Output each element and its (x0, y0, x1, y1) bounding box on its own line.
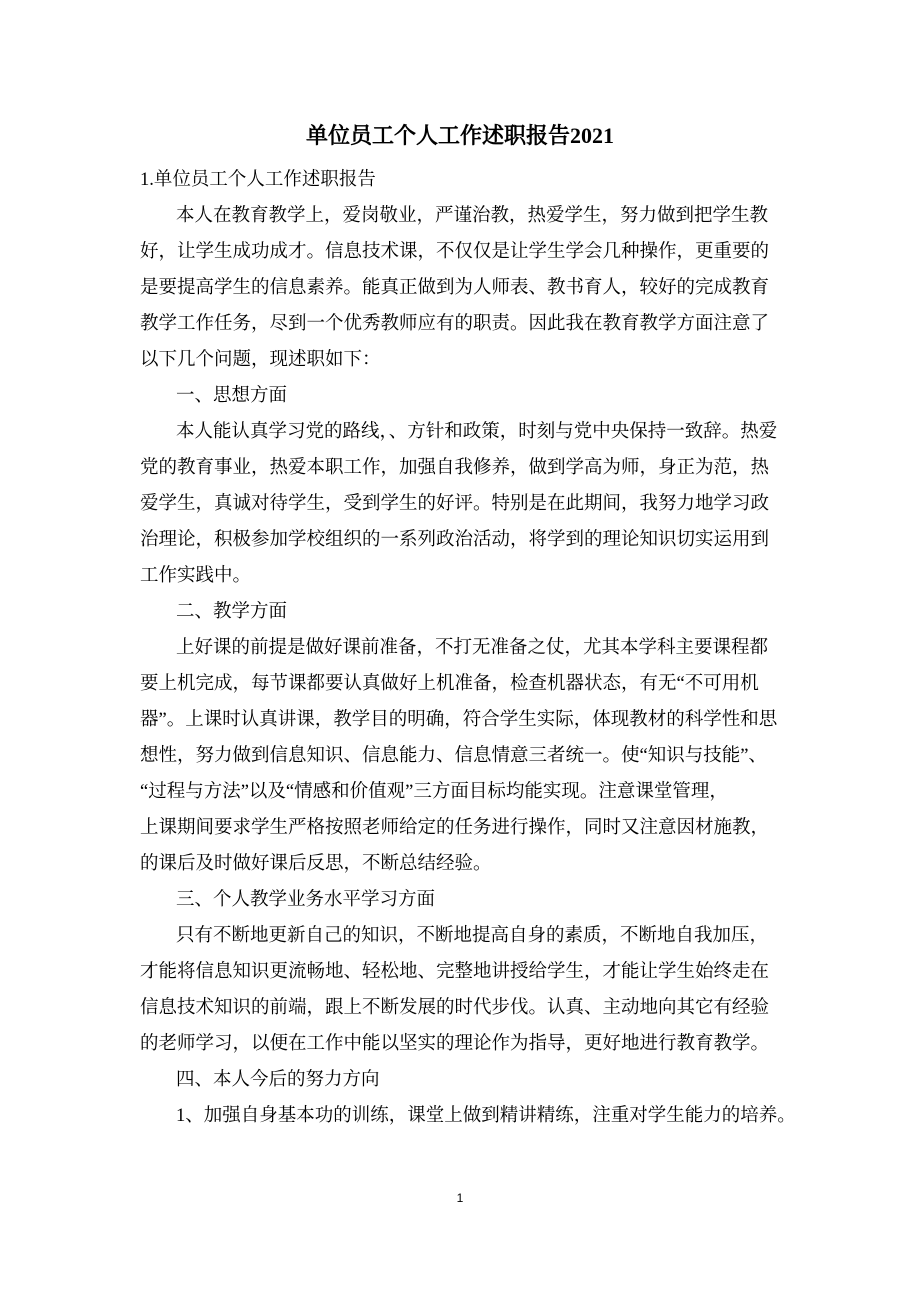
text-line: 一、思想方面 (176, 386, 288, 406)
text-line: 是要提高学生的信息素养。能真正做到为人师表、教书育人，较好的完成教育 (140, 278, 770, 298)
text-line: 教学工作任务，尽到一个优秀教师应有的职责。因此我在教育教学方面注意了 (140, 314, 770, 334)
section-heading (140, 1062, 840, 1098)
text-line: 治理论，积极参加学校组织的一系列政治活动，将学到的理论知识切实运用到 (140, 530, 770, 550)
text-line: 以下几个问题，现述职如下： (140, 350, 381, 370)
text-line: 党的教育事业，热爱本职工作，加强自我修养，做到学高为师，身正为范，热 (140, 458, 770, 478)
text-line: 本人能认真学习党的路线，、方针和政策，时刻与党中央保持一致辞。热爱 (176, 422, 778, 442)
text-line: 想性，努力做到信息知识、信息能力、信息情意三者统一。使“知识与技能”、 (140, 746, 767, 766)
section-heading (140, 882, 840, 918)
text-line: 二、教学方面 (176, 602, 288, 622)
list-item (140, 1098, 840, 1134)
text-line: 只有不断地更新自己的知识，不断地提高自身的素质，不断地自我加压， (176, 926, 769, 946)
paragraph (140, 630, 840, 882)
text-line: 三、个人教学业务水平学习方面 (176, 890, 436, 910)
text-line: 的老师学习，以便在工作中能以坚实的理论作为指导，更好地进行教育教学。 (140, 1034, 770, 1054)
text-line: 1.单位员工个人工作述职报告 (140, 170, 376, 190)
text-line: 工作实践中。 (140, 566, 252, 586)
document-body (140, 162, 840, 1134)
section-heading (140, 594, 840, 630)
text-line: 器”。上课时认真讲课，教学目的明确，符合学生实际，体现教材的科学性和思 (140, 710, 778, 730)
subtitle (140, 162, 840, 198)
text-line: 四、本人今后的努力方向 (176, 1070, 380, 1090)
text-line: 要上机完成，每节课都要认真做好上机准备，检查机器状态，有无“不可用机 (140, 674, 759, 694)
section-heading (140, 378, 840, 414)
page-number: 1 (456, 1191, 464, 1205)
paragraph (140, 198, 840, 378)
text-line: 上课期间要求学生严格按照老师给定的任务进行操作，同时又注意因材施教， (140, 818, 770, 838)
text-line: 才能将信息知识更流畅地、轻松地、完整地讲授给学生，才能让学生始终走在 (140, 962, 770, 982)
text-line: 好，让学生成功成才。信息技术课，不仅仅是让学生学会几种操作，更重要的 (140, 242, 770, 262)
paragraph (140, 918, 840, 1062)
text-line: 上好课的前提是做好课前准备，不打无准备之仗，尤其本学科主要课程都 (176, 638, 769, 658)
text-line: 的课后及时做好课后反思，不断总结经验。 (140, 854, 492, 874)
paragraph (140, 414, 840, 594)
document-title: 单位员工个人工作述职报告2021 (305, 123, 614, 148)
text-line: 本人在教育教学上，爱岗敬业，严谨治教，热爱学生，努力做到把学生教 (176, 206, 769, 226)
text-line: 爱学生，真诚对待学生，受到学生的好评。特别是在此期间，我努力地学习政 (140, 494, 770, 514)
text-line: 信息技术知识的前端，跟上不断发展的时代步伐。认真、主动地向其它有经验 (140, 998, 770, 1018)
text-line: “过程与方法”以及“情感和价值观”三方面目标均能实现。注意课堂管理， (140, 782, 728, 802)
text-line: 1、加强自身基本功的训练，课堂上做到精讲精练，注重对学生能力的培养。 (176, 1106, 796, 1126)
